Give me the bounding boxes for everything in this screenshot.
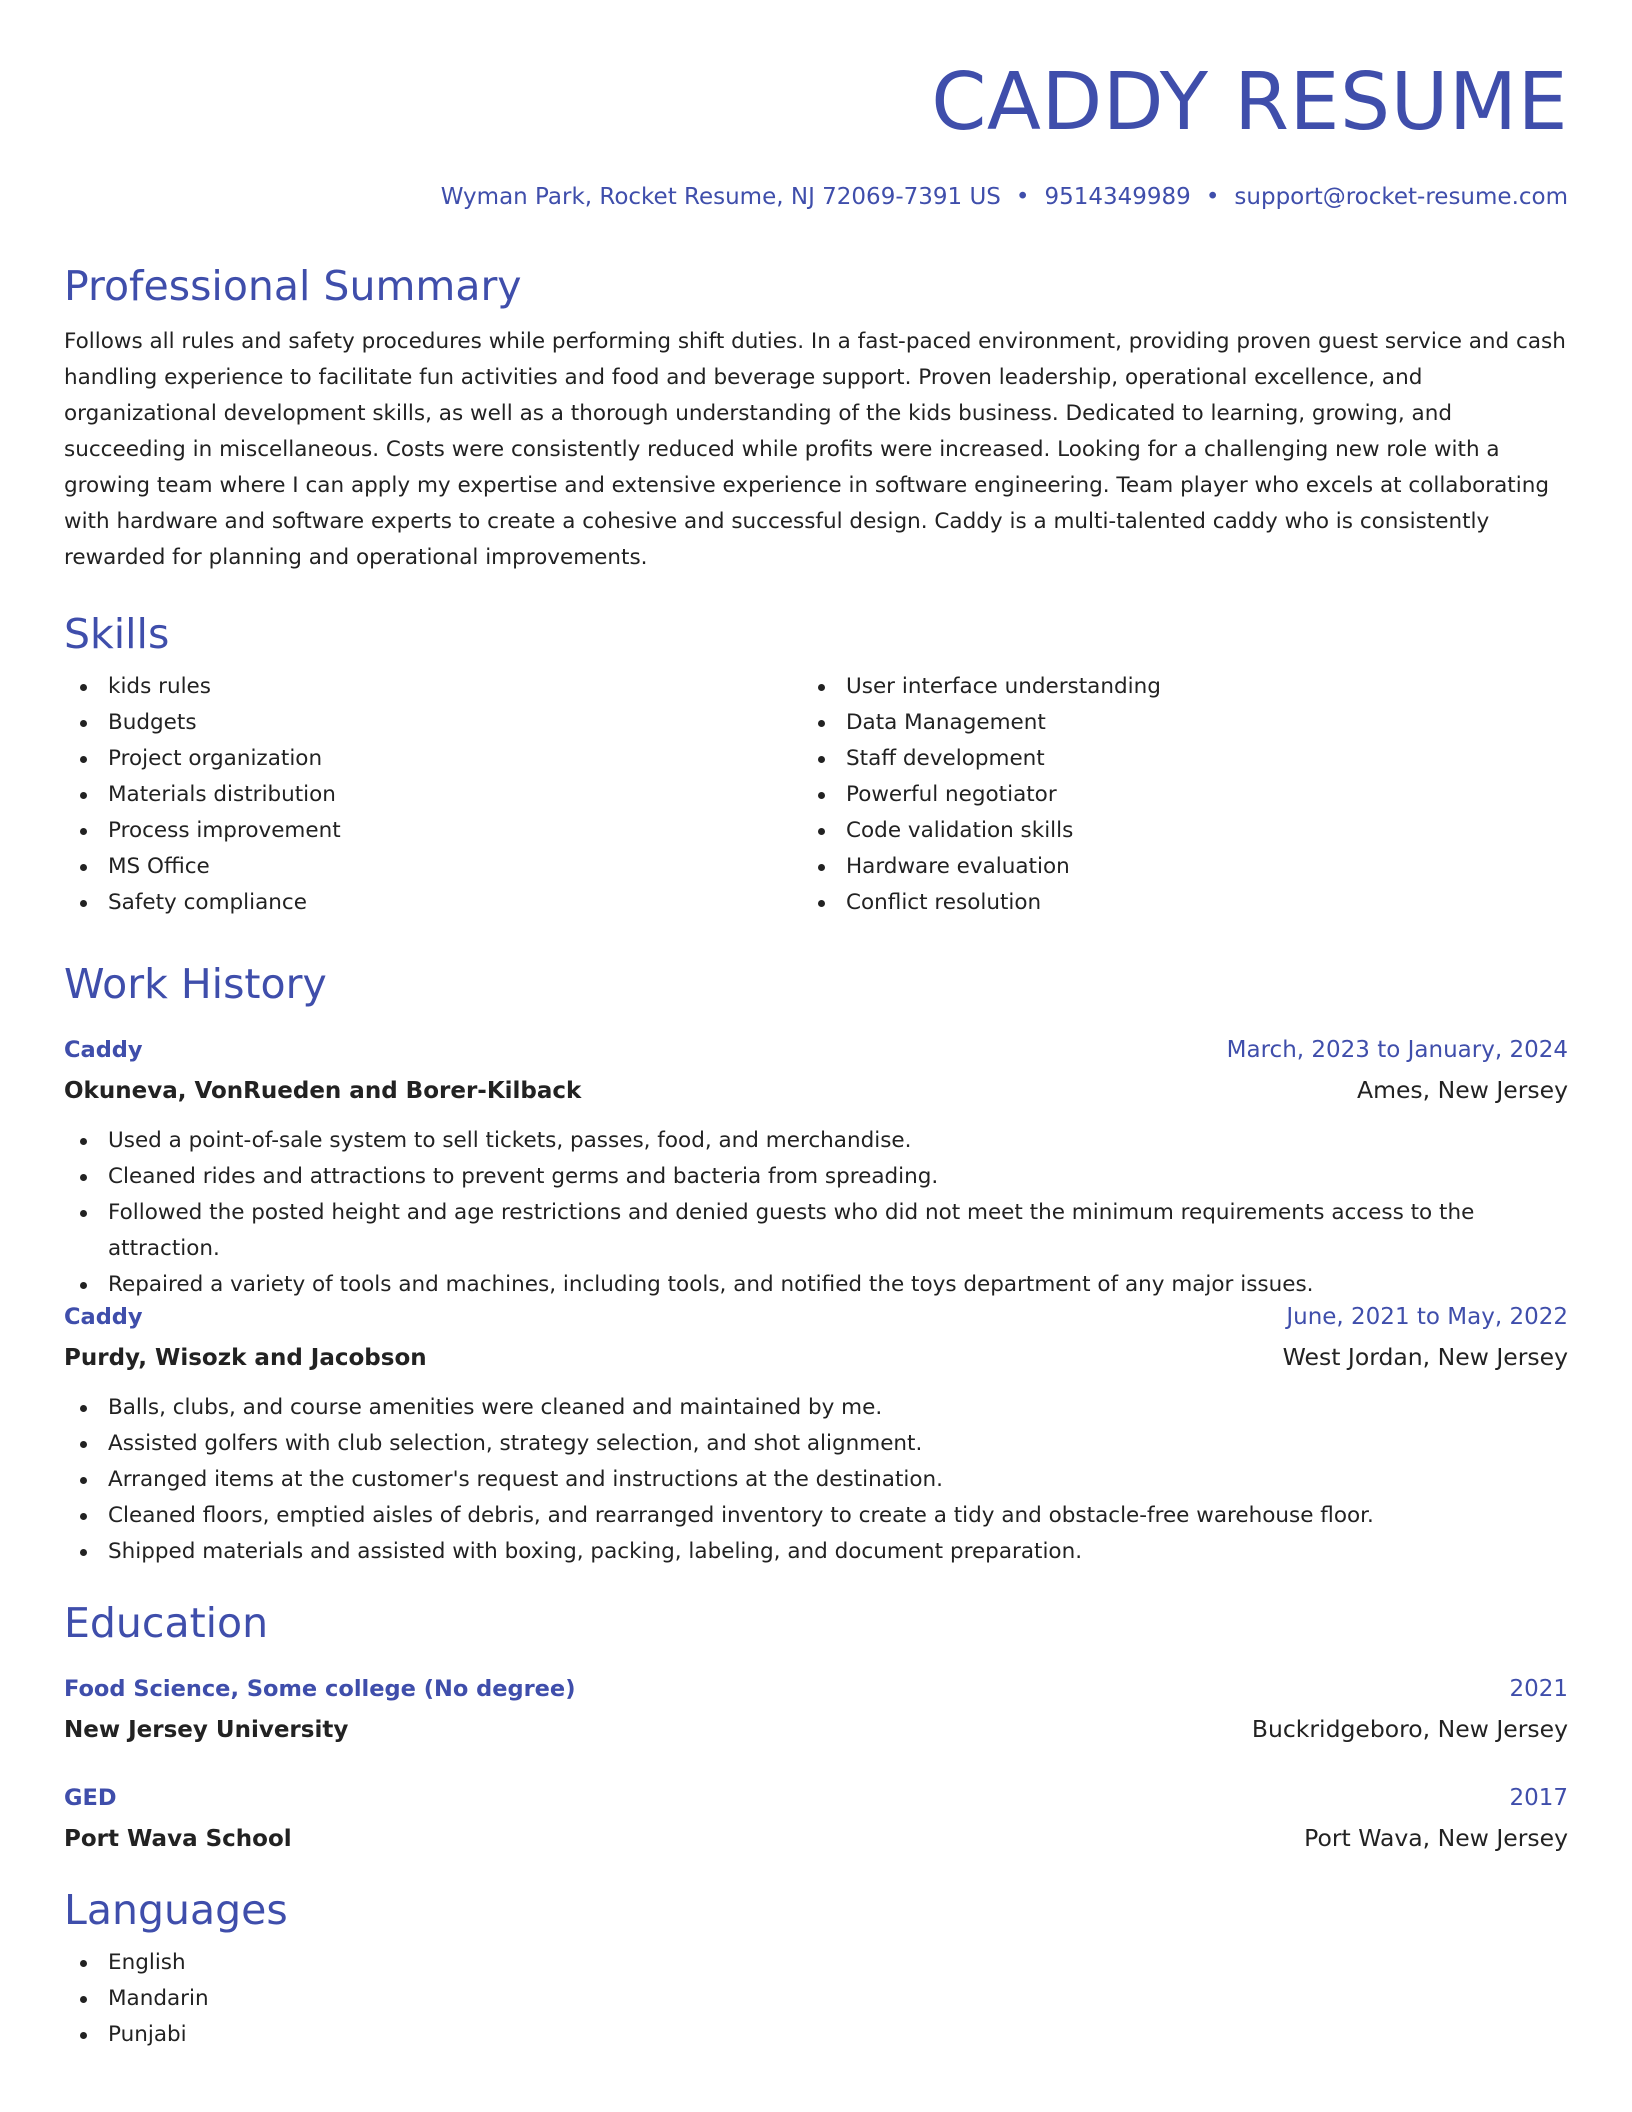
education-location: Port Wava, New Jersey [1304,1824,1568,1852]
skill-item: Data Management [802,705,1540,741]
skill-item: Process improvement [64,813,802,849]
education-location: Buckridgeboro, New Jersey [1251,1715,1568,1743]
job-dates: March, 2023 to January, 2024 [1226,1037,1568,1063]
education-heading-wrap [64,1598,1568,1648]
skills-section [64,609,1568,921]
contact-line [441,180,1568,214]
job-entry [64,1030,1568,1303]
skill-item: MS Office [64,849,802,885]
job-bullets [64,1123,1568,1303]
skill-item: Powerful negotiator [802,777,1540,813]
skills-columns [64,669,1568,921]
skill-item: User interface understanding [802,669,1540,705]
job-bullets [64,1390,1568,1570]
education-school: New Jersey University [64,1717,349,1743]
education-year: 2021 [1509,1676,1568,1702]
languages-list [64,1945,1568,2053]
languages-section [64,1885,1568,2053]
education-entry [64,1669,1568,1750]
job-title: Caddy [64,1304,143,1330]
education-year: 2017 [1509,1785,1568,1811]
job-bullet: Shipped materials and assisted with boxing, packing, labeling, and document preparation. [64,1534,1568,1570]
contact-phone: 9514349989 [1044,184,1191,210]
job-bullet: Repaired a variety of tools and machines, including tools, and notified the toys department of any major issues. [64,1267,1568,1303]
job-bullet: Used a point-of-sale system to sell tickets, passes, food, and merchandise. [64,1123,1568,1159]
contact-email: support@rocket-resume.com [1234,184,1568,210]
work-history-heading: Work History [64,960,327,1008]
education-entry [64,1778,1568,1859]
summary-text: Follows all rules and safety procedures while performing shift duties. In a fast-paced environment, providing proven guest service and cash handling experience to facilitate fun activities and food and beverage support. Proven leadership, operational excellence, and organizational development skills, as well as a thorough understanding of the kids business. Dedicated to learning, growing, and succeeding in miscellaneous. Costs were consistently reduced while profits were increased. Looking for a challenging new role with a growing team where I can apply my expertise and extensive experience in software engineering. Team player who excels at collaborating with hardware and software experts to create a cohesive and successful design. Caddy is a multi-talented caddy who is consistently rewarded for planning and operational improvements. [64,329,1566,570]
language-item: Mandarin [64,1981,1568,2017]
language-item: Punjabi [64,2017,1568,2053]
summary-heading: Professional Summary [64,262,522,310]
job-location: Ames, New Jersey [1357,1076,1568,1104]
skills-list-right [802,669,1540,921]
skill-item: Safety compliance [64,885,802,921]
job-bullet: Followed the posted height and age restrictions and denied guests who did not meet the minimum requirements access to the attraction. [64,1195,1568,1267]
job-title: Caddy [64,1037,143,1063]
job-bullet: Cleaned rides and attractions to prevent germs and bacteria from spreading. [64,1159,1568,1195]
skill-item: Project organization [64,741,802,777]
skill-item: Staff development [802,741,1540,777]
job-company: Okuneva, VonRueden and Borer-Kilback [64,1078,582,1104]
contact-separator: • [1205,184,1220,210]
language-item: English [64,1945,1568,1981]
work-history-heading-wrap [64,959,1568,1009]
contact-address: Wyman Park, Rocket Resume, NJ 72069-7391 US [440,184,1001,210]
education-degree: Food Science, Some college (No degree) [64,1676,576,1702]
job-company: Purdy, Wisozk and Jacobson [64,1345,427,1371]
job-bullet: Balls, clubs, and course amenities were cleaned and maintained by me. [64,1390,1568,1426]
candidate-name: CADDY RESUME [931,56,1568,148]
skill-item: Code validation skills [802,813,1540,849]
job-bullet: Assisted golfers with club selection, strategy selection, and shot alignment. [64,1426,1568,1462]
job-dates: June, 2021 to May, 2022 [1286,1304,1568,1330]
job-entry [64,1297,1568,1570]
education-school: Port Wava School [64,1826,292,1852]
skill-item: Budgets [64,705,802,741]
job-location: West Jordan, New Jersey [1282,1343,1568,1371]
summary-section [64,261,1568,576]
languages-heading: Languages [64,1886,288,1934]
skill-item: Conflict resolution [802,885,1540,921]
skill-item: kids rules [64,669,802,705]
skills-list-left [64,669,802,921]
job-bullet: Cleaned floors, emptied aisles of debris, and rearranged inventory to create a tidy and obstacle-free warehouse floor. [64,1498,1568,1534]
skill-item: Hardware evaluation [802,849,1540,885]
education-heading: Education [64,1599,269,1647]
skills-heading: Skills [64,610,170,658]
contact-separator: • [1015,184,1030,210]
job-bullet: Arranged items at the customer's request and instructions at the destination. [64,1462,1568,1498]
skill-item: Materials distribution [64,777,802,813]
education-degree: GED [64,1785,117,1811]
